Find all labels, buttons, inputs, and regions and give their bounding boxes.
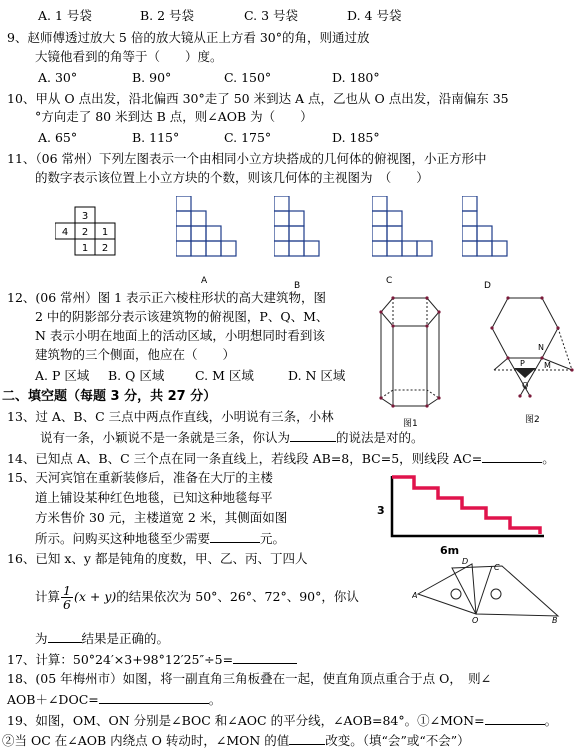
q11-line2: 的数字表示该位置上小立方块的个数，则该几何体的主视图为 （ ） (35, 170, 429, 185)
fraction: $\frac{1}{6}$ (63, 583, 71, 612)
q9-option-a: A. 30° (38, 70, 78, 85)
region-label: Q (522, 381, 529, 390)
q14-line: 14、已知点 A、B、C 三个点在同一条直线上，若线段 AB=8，BC=5，则线段 AC= 。 (7, 451, 555, 466)
q9-line2: 大镜他看到的角等于（ ）度。 (35, 49, 223, 64)
q16-line3: 为 结果是正确的。 (35, 631, 170, 646)
answer-blank[interactable] (233, 651, 297, 664)
q17-line: 17、计算：50°24′×3+98°12′25″÷5= (7, 651, 297, 667)
q8-option-b: B. 2 号袋 (140, 8, 195, 23)
answer-blank[interactable] (99, 691, 209, 704)
q12-option-c: C. M 区域 (195, 368, 254, 383)
q15-line3: 方米售价 30 元，主楼道宽 2 米，其侧面如图 (35, 510, 288, 525)
region-label: M (544, 361, 551, 370)
q11-choice-d-label: D (484, 281, 491, 291)
q10-option-b: B. 115° (132, 130, 180, 145)
q19-line1: 19、如图，OM、ON 分别是∠BOC 和∠AOC 的平分线，∠AOB=84°。①∠MON= 。 (7, 713, 558, 728)
q12-fig1-hex-prism (375, 290, 455, 415)
q11-choice-b-label: B (294, 281, 301, 291)
grid-number: 3 (81, 211, 89, 222)
q18-line2: AOB＋∠DOC= 。 (7, 692, 222, 707)
q15-line2: 道上铺设某种红色地毯，已知这种地毯每平 (35, 490, 273, 505)
q12-line4: 建筑物的三个侧面，他应在（ ） (35, 347, 236, 362)
answer-blank[interactable] (482, 450, 542, 463)
q9-line1: 9、赵师傅透过放大 5 倍的放大镜从正上方看 30°的角，则通过放 (7, 30, 370, 45)
vertex-label: A (412, 591, 418, 600)
q15-width-label: 6m (440, 544, 460, 557)
q15-line1: 15、天河宾馆在重新装修后，准备在大厅的主楼 (7, 470, 273, 485)
grid-number: 2 (81, 227, 89, 238)
q11-line1: 11、（06 常州）下列左图表示一个由相同小立方块搭成的几何体的俯视图，小正方形中 (7, 151, 487, 166)
q12-line1: 12、(06 常州）图 1 表示正六棱柱形状的高大建筑物，图 (7, 290, 327, 305)
q8-option-a: A. 1 号袋 (38, 8, 92, 23)
vertex-label: D (462, 557, 469, 566)
q12-fig2-label: 图2 (525, 415, 540, 425)
answer-blank[interactable] (485, 712, 545, 725)
q18-triangles-figure (412, 556, 562, 624)
q10-option-d: D. 185° (332, 130, 380, 145)
q16-line1: 16、已知 x、y 都是钝角的度数，甲、乙、丙、丁四人 (7, 551, 308, 566)
answer-blank[interactable] (48, 630, 82, 643)
q15-height-label: 3 (377, 504, 385, 517)
q19-line2: ②当 OC 在∠AOB 内绕点 O 转动时，∠MON 的值 改变。（填“会”或“不会”） (2, 733, 470, 748)
answer-blank[interactable] (290, 429, 336, 442)
q13-line1: 13、过 A、B、C 三点中两点作直线，小明说有三条，小林 (7, 409, 334, 424)
grid-number: 1 (81, 243, 89, 254)
region-label: P (520, 359, 525, 368)
answer-blank[interactable] (289, 732, 325, 745)
q11-choice-c-figure (372, 196, 436, 272)
q8-option-d: D. 4 号袋 (347, 8, 402, 23)
q11-choice-a-figure (176, 196, 240, 272)
q11-choice-a-label: A (201, 276, 208, 286)
q8-option-c: C. 3 号袋 (244, 8, 298, 23)
q11-choice-b-figure (274, 196, 322, 272)
q9-option-b: B. 90° (132, 70, 172, 85)
section-heading: 二、填空题（每题 3 分，共 27 分） (2, 389, 217, 404)
q18-line1: 18、(05 年梅州市）如图，将一副直角三角板叠在一起，使直角顶点重合于点 O， 则∠ (7, 671, 492, 686)
q13-line2: 说有一条，小颖说不是一条就是三条，你认为 的说法是对的。 (40, 430, 424, 445)
q12-option-d: D. N 区域 (288, 368, 346, 383)
q11-top-view-grid (55, 202, 121, 268)
q12-fig2-top-view (486, 290, 574, 415)
vertex-label: B (552, 616, 558, 624)
q11-choice-d-figure (462, 196, 510, 272)
q16-line2: 计算 $\frac{1}{6}$ (x + y)的结果依次为 50°、26°、72°、90°，你认 (35, 583, 359, 612)
q9-option-c: C. 150° (224, 70, 272, 85)
q11-choice-c-label: C (386, 276, 393, 286)
grid-number: 1 (101, 227, 109, 238)
q9-option-d: D. 180° (332, 70, 380, 85)
q15-stair-figure (388, 472, 548, 540)
q15-line4: 所示。问购买这种地毯至少需要 元。 (35, 531, 286, 546)
vertex-label: C (494, 563, 500, 572)
q10-line2: °方向走了 80 米到达 B 点，则∠AOB 为（ ） (35, 109, 313, 124)
q10-line1: 10、甲从 O 点出发，沿北偏西 30°走了 50 米到达 A 点，乙也从 O 点出发，沿南偏东 35 (7, 91, 509, 106)
q12-option-b: B. Q 区域 (108, 368, 165, 383)
answer-blank[interactable] (210, 530, 260, 543)
vertex-label: O (472, 616, 479, 624)
q10-option-c: C. 175° (224, 130, 272, 145)
q12-line3: N 表示小明在地面上的活动区域，小明想同时看到该 (35, 328, 325, 343)
region-label: N (538, 343, 544, 352)
grid-number: 2 (101, 243, 109, 254)
q12-option-a: A. P 区域 (35, 368, 90, 383)
q10-option-a: A. 65° (38, 130, 78, 145)
grid-number: 4 (61, 227, 69, 238)
q12-line2: 2 中的阴影部分表示该建筑物的俯视图，P、Q、M、 (35, 309, 329, 324)
q12-fig1-label: 图1 (403, 419, 418, 429)
